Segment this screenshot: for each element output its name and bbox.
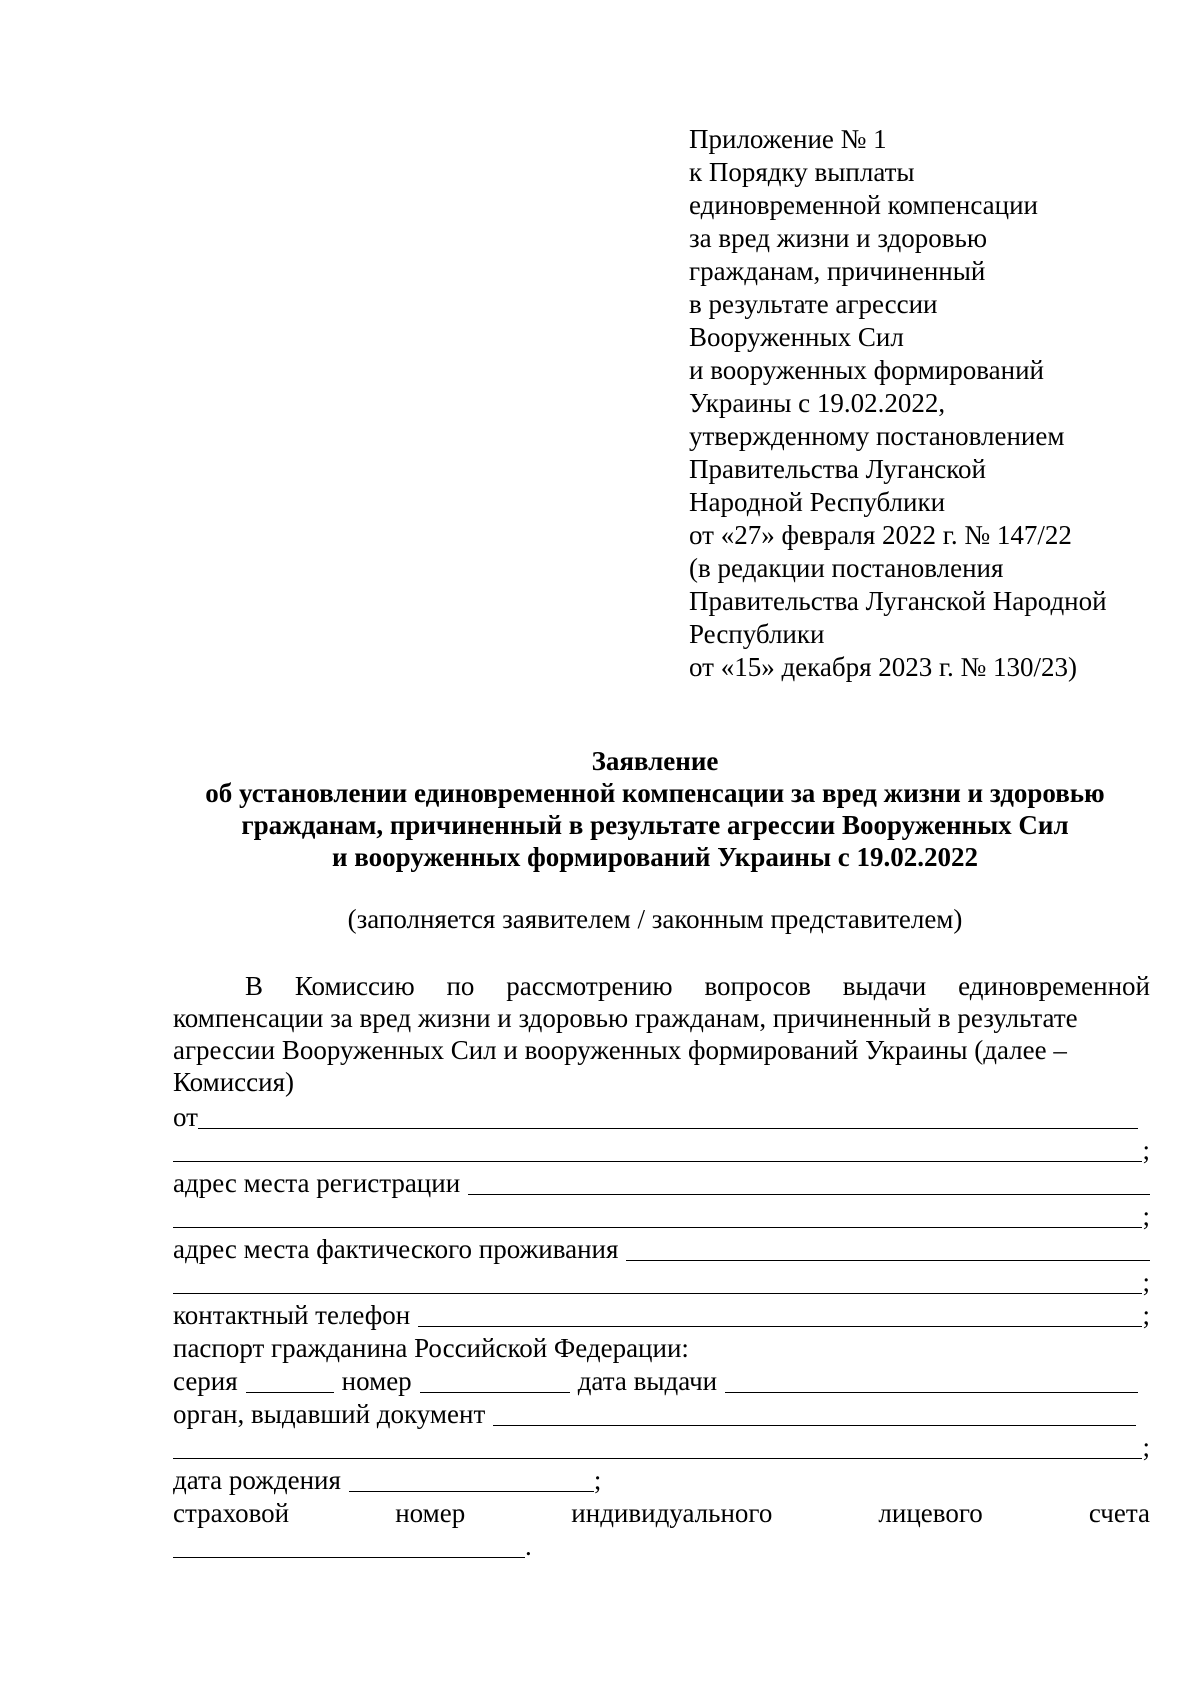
phone-row [173,1298,1150,1331]
intro-word: рассмотрению [506,971,673,1001]
from-field[interactable] [198,1104,1138,1129]
applicant-form [173,1100,1150,1562]
appendix-header [689,123,1169,684]
appendix-line: за вред жизни и здоровью [689,223,988,253]
appendix-line: в результате агрессии [689,289,938,319]
actual-address-field[interactable] [626,1236,1150,1261]
snils-word: номер [395,1498,466,1528]
appendix-line: и вооруженных формирований [689,355,1044,385]
semicolon: ; [593,1465,602,1495]
actual-address-row-2 [173,1265,1150,1298]
title-line: и вооруженных формирований Украины с 19.02.2022 [331,842,979,872]
birth-date-row [173,1463,1150,1496]
title-line: гражданам, причиненный в результате агрессии Вооруженных Сил [241,810,1069,840]
semicolon: ; [1142,1267,1150,1297]
snils-word: страховой [173,1498,290,1528]
snils-word: индивидуального [571,1498,773,1528]
appendix-line: Украины с 19.02.2022, [689,388,946,418]
intro-line-1 [173,970,1150,1002]
series-field[interactable] [246,1368,334,1393]
appendix-line: утвержденному постановлением [689,421,1065,451]
number-label: номер [341,1366,412,1396]
passport-label: паспорт гражданина Российской Федерации: [173,1333,689,1363]
issuer-row [173,1397,1150,1430]
issuer-field[interactable] [493,1401,1136,1426]
intro-word: В [245,971,264,1001]
fill-note: (заполняется заявителем / законным представителем) [347,904,963,934]
appendix-line: Правительства Луганской [689,454,986,484]
number-field[interactable] [420,1368,570,1393]
intro-word: выдачи [842,971,927,1001]
appendix-line: Вооруженных Сил [689,322,904,352]
semicolon: ; [1142,1432,1150,1462]
snils-word: лицевого [878,1498,983,1528]
issuer-row-2 [173,1430,1150,1463]
period: . [525,1531,532,1561]
appendix-line: Народной Республики [689,487,946,517]
phone-label: контактный телефон [173,1300,411,1330]
semicolon: ; [1142,1135,1150,1165]
snils-field[interactable] [173,1533,525,1558]
issuer-label: орган, выдавший документ [173,1399,486,1429]
intro-word: по [446,971,475,1001]
passport-row [173,1331,1150,1364]
document-title [150,745,1160,873]
appendix-line: от «27» февраля 2022 г. № 147/22 [689,520,1072,550]
appendix-line: Республики [689,619,825,649]
actual-address-row [173,1232,1150,1265]
passport-details-row [173,1364,1150,1397]
intro-word: вопросов [704,971,811,1001]
reg-address-row [173,1166,1150,1199]
intro-line-4: Комиссия) [173,1067,295,1097]
appendix-line: Правительства Луганской Народной [689,586,1107,616]
appendix-line: единовременной компенсации [689,190,1039,220]
snils-row-2 [173,1529,1150,1562]
appendix-line: Приложение № 1 [689,124,887,154]
birth-date-label: дата рождения [173,1465,341,1495]
title-line: об установлении единовременной компенсации за вред жизни и здоровью [205,778,1105,808]
intro-paragraph [173,970,1150,1098]
intro-line-3: агрессии Вооруженных Сил и вооруженных формирований Украины (далее – [173,1035,1067,1065]
reg-address-field-continued[interactable] [173,1203,1142,1228]
actual-address-label: адрес места фактического проживания [173,1234,619,1264]
snils-row [173,1496,1150,1529]
appendix-line: гражданам, причиненный [689,256,986,286]
intro-line-2: компенсации за вред жизни и здоровью гражданам, причиненный в результате [173,1003,1078,1033]
from-field-continued[interactable] [173,1137,1142,1162]
intro-word: Комиссию [294,971,415,1001]
issuer-field-continued[interactable] [173,1434,1142,1459]
intro-word: единовременной [958,971,1150,1001]
appendix-line: к Порядку выплаты [689,157,915,187]
phone-field[interactable] [418,1302,1142,1327]
issue-date-label: дата выдачи [577,1366,718,1396]
semicolon: ; [1142,1300,1150,1330]
reg-address-row-2 [173,1199,1150,1232]
appendix-line: (в редакции постановления [689,553,1004,583]
from-label: от [173,1102,198,1132]
actual-address-field-continued[interactable] [173,1269,1142,1294]
birth-date-field[interactable] [349,1467,594,1492]
snils-word: счета [1088,1498,1150,1528]
reg-address-label: адрес места регистрации [173,1168,461,1198]
from-row [173,1100,1150,1133]
from-row-2 [173,1133,1150,1166]
appendix-line: от «15» декабря 2023 г. № 130/23) [689,652,1078,682]
issue-date-field[interactable] [725,1368,1138,1393]
reg-address-field[interactable] [468,1170,1150,1195]
series-label: серия [173,1366,238,1396]
semicolon: ; [1142,1201,1150,1231]
title-line: Заявление [591,746,719,776]
